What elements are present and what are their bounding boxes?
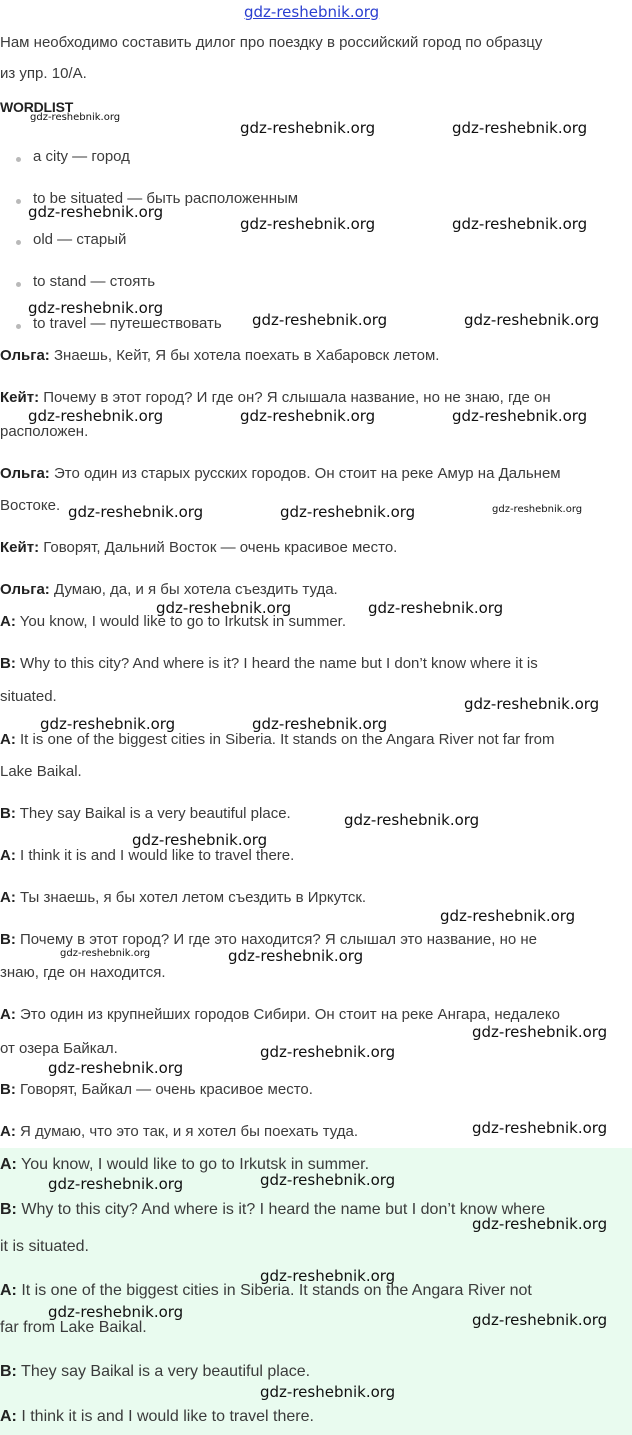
watermark: gdz-reshebnik.org [240, 215, 376, 233]
speaker-label: B: [0, 805, 16, 822]
dialogue-text: I think it is and I would like to travel there. [21, 1408, 314, 1425]
dialogue-text: Why to this city? And where is it? I heard the name but I don’t know where [21, 1201, 546, 1218]
dialogue-text: Говорят, Байкал — очень красивое место. [20, 1081, 313, 1098]
watermark: gdz-reshebnik.org [472, 1311, 608, 1329]
dialogue-text: знаю, где он находится. [0, 964, 166, 981]
speaker-label: Кейт: [0, 389, 40, 406]
dialogue-text: от озера Байкал. [0, 1040, 118, 1057]
speaker-label: B: [0, 931, 16, 948]
watermark: gdz-reshebnik.org [48, 1059, 184, 1077]
speaker-label: A: [0, 613, 16, 630]
watermark: gdz-reshebnik.org [260, 1267, 396, 1285]
speaker-label: Ольга: [0, 465, 50, 482]
speaker-label: Кейт: [0, 539, 40, 556]
dialogue-text: Lake Baikal. [0, 763, 82, 780]
dialogue-line [0, 730, 632, 750]
intro-text: из упр. 10/А. [0, 65, 87, 82]
dialogue-line [0, 888, 632, 908]
dialogue-line [0, 346, 632, 366]
watermark: gdz-reshebnik.org [28, 299, 164, 317]
dialogue-text: I think it is and I would like to travel there. [20, 847, 295, 864]
dialogue-text: situated. [0, 688, 57, 705]
speaker-label: A: [0, 1408, 17, 1425]
dialogue-text: it is situated. [0, 1238, 89, 1255]
speaker-label: A: [0, 1006, 16, 1023]
dialogue-text: Востоке. [0, 497, 61, 514]
watermark: gdz-reshebnik.org [252, 715, 388, 733]
speaker-label: A: [0, 1123, 16, 1140]
dialogue-line [0, 804, 632, 824]
dialogue-text: Говорят, Дальний Восток — очень красивое место. [43, 539, 398, 556]
speaker-label: Ольга: [0, 347, 50, 364]
dialogue-text: Это один из крупнейших городов Сибири. Он стоит на реке Ангара, недалеко [20, 1006, 560, 1023]
speaker-label: A: [0, 731, 16, 748]
watermark: gdz-reshebnik.org [344, 811, 480, 829]
watermark: gdz-reshebnik.org [368, 599, 504, 617]
speaker-label: A: [0, 889, 16, 906]
watermark: gdz-reshebnik.org [156, 599, 292, 617]
dialogue-text: They say Baikal is a very beautiful place. [19, 805, 291, 822]
watermark: gdz-reshebnik.org [40, 715, 176, 733]
wordlist-item: to stand — стоять [33, 273, 156, 290]
dialogue-line [0, 538, 632, 558]
watermark: gdz-reshebnik.org [28, 203, 164, 221]
dialogue-text: You know, I would like to go to Irkutsk in summer. [19, 613, 347, 630]
watermark: gdz-reshebnik.org [48, 1303, 184, 1321]
dialogue-text: Почему в этот город? И где он? Я слышала название, но не знаю, где он [43, 389, 551, 406]
watermark: gdz-reshebnik.org [452, 215, 588, 233]
bullet-icon [16, 157, 21, 162]
dialogue-line [0, 464, 632, 484]
watermark: gdz-reshebnik.org [228, 947, 364, 965]
watermark: gdz-reshebnik.org [260, 1043, 396, 1061]
dialogue-text: far from Lake Baikal. [0, 1319, 147, 1336]
wordlist-item: old — старый [33, 231, 127, 248]
watermark: gdz-reshebnik.org [260, 1171, 396, 1189]
speaker-label: Ольга: [0, 581, 50, 598]
dialogue-text: Why to this city? And where is it? I heard the name but I don’t know where it is [20, 655, 538, 672]
dialogue-line [0, 1005, 632, 1025]
dialogue-text: Думаю, да, и я бы хотела съездить туда. [53, 581, 338, 598]
watermark: gdz-reshebnik.org [48, 1175, 184, 1193]
dialogue-line [0, 388, 632, 408]
watermark: gdz-reshebnik.org [132, 831, 268, 849]
bullet-icon [16, 240, 21, 245]
dialogue-text: You know, I would like to go to Irkutsk in summer. [21, 1156, 370, 1173]
dialogue-text: It is one of the biggest cities in Siberia. It stands on the Angara River not far from [20, 731, 555, 748]
watermark: gdz-reshebnik.org [440, 907, 576, 925]
dialogue-line [0, 1362, 632, 1382]
bullet-icon [16, 199, 21, 204]
watermark: gdz-reshebnik.org [28, 407, 164, 425]
intro-text: Нам необходимо составить дилог про поездку в российский город по образцу [0, 34, 543, 51]
speaker-label: B: [0, 1201, 17, 1218]
watermark: gdz-reshebnik.org [240, 119, 376, 137]
site-watermark-link[interactable]: gdz-reshebnik.org [244, 3, 380, 21]
dialogue-text: They say Baikal is a very beautiful place. [21, 1363, 311, 1380]
dialogue-line [0, 1080, 632, 1100]
wordlist-item: a city — город [33, 148, 130, 165]
watermark: gdz-reshebnik.org [452, 119, 588, 137]
wordlist-item: to be situated — быть расположенным [33, 190, 299, 207]
speaker-label: B: [0, 1081, 16, 1098]
wordlist-title: WORDLIST [0, 99, 74, 115]
speaker-label: A: [0, 847, 16, 864]
watermark: gdz-reshebnik.org [240, 407, 376, 425]
watermark: gdz-reshebnik.org [60, 948, 151, 959]
speaker-label: A: [0, 1282, 17, 1299]
dialogue-text: Ты знаешь, я бы хотел летом съездить в Иркутск. [20, 889, 367, 906]
dialogue-text: Почему в этот город? И где это находится? Я слышал это название, но не [20, 931, 537, 948]
dialogue-text: Я думаю, что это так, и я хотел бы поехать туда. [20, 1123, 358, 1140]
watermark: gdz-reshebnik.org [452, 407, 588, 425]
bullet-icon [16, 282, 21, 287]
dialogue-line [0, 654, 632, 674]
speaker-label: A: [0, 1156, 17, 1173]
dialogue-line [0, 612, 632, 632]
watermark: gdz-reshebnik.org [252, 311, 388, 329]
watermark: gdz-reshebnik.org [464, 695, 600, 713]
watermark: gdz-reshebnik.org [472, 1023, 608, 1041]
dialogue-line [0, 846, 632, 866]
watermark: gdz-reshebnik.org [464, 311, 600, 329]
dialogue-line [0, 1407, 632, 1427]
watermark: gdz-reshebnik.org [30, 112, 121, 123]
watermark: gdz-reshebnik.org [492, 504, 583, 515]
bullet-icon [16, 324, 21, 329]
dialogue-text: расположен. [0, 423, 89, 440]
watermark: gdz-reshebnik.org [280, 503, 416, 521]
watermark: gdz-reshebnik.org [68, 503, 204, 521]
watermark: gdz-reshebnik.org [472, 1215, 608, 1233]
watermark: gdz-reshebnik.org [260, 1383, 396, 1401]
dialogue-text: Знаешь, Кейт, Я бы хотела поехать в Хабаровск летом. [53, 347, 440, 364]
watermark: gdz-reshebnik.org [472, 1119, 608, 1137]
speaker-label: B: [0, 1363, 17, 1380]
speaker-label: B: [0, 655, 16, 672]
wordlist-item: to travel — путешествовать [33, 315, 222, 332]
dialogue-text: It is one of the biggest cities in Siberia. It stands on the Angara River not [21, 1282, 532, 1299]
dialogue-text: Это один из старых русских городов. Он стоит на реке Амур на Дальнем [53, 465, 561, 482]
dialogue-line [0, 580, 632, 600]
